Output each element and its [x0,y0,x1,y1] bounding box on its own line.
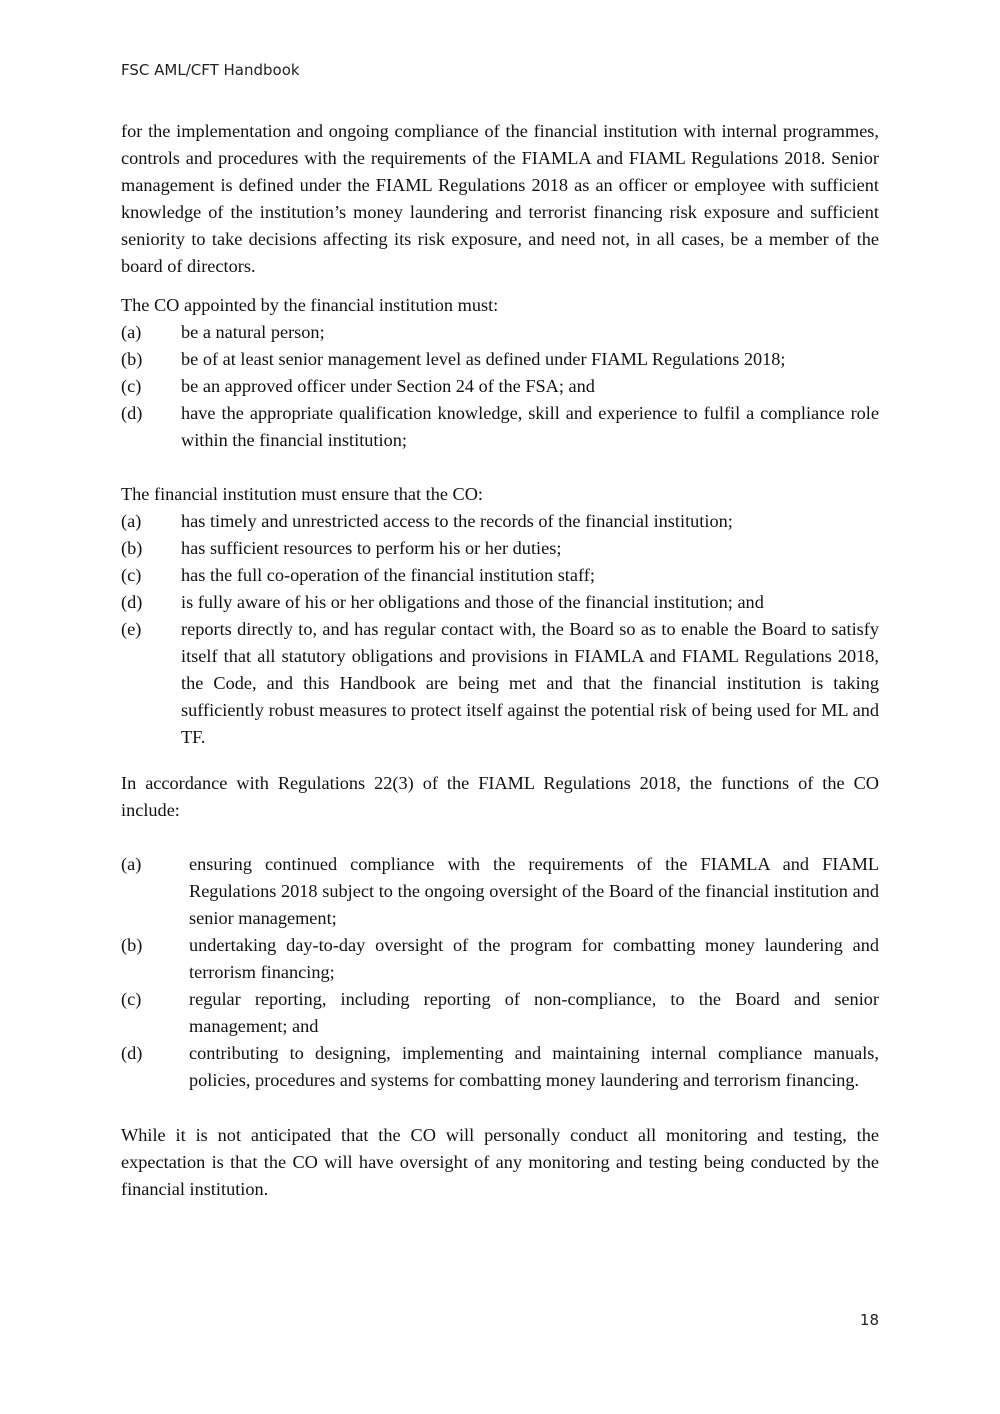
list-marker: (e) [121,619,142,639]
list-item [121,589,879,616]
list-item-text: has the full co-operation of the financial institution staff; [181,565,595,585]
list-item-text: be a natural person; [181,322,325,342]
document-body [121,118,879,1203]
list-item-text: ensuring continued compliance with the requirements of the FIAMLA and FIAML Regulations 2018 subject to the ongoing oversight of the Board of the financial institution and senior management; [189,854,879,928]
list-marker: (c) [121,376,142,396]
list-item [121,851,879,932]
spacer [121,751,879,770]
list-item-text: is fully aware of his or her obligations and those of the financial institution; and [181,592,764,612]
list-intro: The financial institution must ensure that the CO: [121,484,484,504]
list-marker: (a) [121,854,142,874]
list-item-text: undertaking day-to-day oversight of the program for combatting money laundering and terrorism financing; [189,935,879,982]
list-item [121,932,879,986]
list-marker: (b) [121,538,143,558]
list-intro: The CO appointed by the financial institution must: [121,295,499,315]
list-marker: (b) [121,349,143,369]
list-marker: (a) [121,511,142,531]
list-item-text: has sufficient resources to perform his or her duties; [181,538,562,558]
list-item-text: be of at least senior management level as defined under FIAML Regulations 2018; [181,349,786,369]
list-item [121,535,879,562]
paragraph: In accordance with Regulations 22(3) of the FIAML Regulations 2018, the functions of the CO include: [121,773,879,820]
list-item [121,319,879,346]
list-marker: (d) [121,403,143,423]
list-item [121,562,879,589]
list-item [121,400,879,454]
list-item-text: contributing to designing, implementing and maintaining internal compliance manuals, policies, procedures and systems for combatting money laundering and terrorism financing. [189,1043,879,1090]
list-marker: (b) [121,935,143,955]
list-item-text: has timely and unrestricted access to the records of the financial institution; [181,511,733,531]
list-item [121,1040,879,1094]
co-functions-list [121,851,879,1094]
requirements-list [121,319,879,454]
list-marker: (c) [121,989,142,1009]
list-marker: (d) [121,1043,143,1063]
list-marker: (c) [121,565,142,585]
list-item-text: have the appropriate qualification knowledge, skill and experience to fulfil a compliance role within the financial institution; [181,403,879,450]
list-item [121,373,879,400]
spacer [121,454,879,481]
list-item-text: regular reporting, including reporting of non-compliance, to the Board and senior management; and [189,989,879,1036]
list-marker: (a) [121,322,142,342]
spacer [121,824,879,851]
list-item [121,616,879,751]
list-item-text: be an approved officer under Section 24 of the FSA; and [181,376,595,396]
co-assurance-list [121,508,879,751]
paragraph: for the implementation and ongoing compliance of the financial institution with internal programmes, controls and procedures with the requirements of the FIAMLA and FIAML Regulations 2018. Senior management is defined under the FIAML Regulations 2018 as an officer or employee with sufficient knowledge of the institution’s money laundering and terrorist financing risk exposure and sufficient seniority to take decisions affecting its risk exposure, and need not, in all cases, be a member of the board of directors. [121,121,879,276]
list-item [121,986,879,1040]
paragraph: While it is not anticipated that the CO will personally conduct all monitoring and testing, the expectation is that the CO will have oversight of any monitoring and testing being conducted by the financial institution. [121,1125,879,1199]
spacer [121,1094,879,1122]
list-item-text: reports directly to, and has regular contact with, the Board so as to enable the Board to satisfy itself that all statutory obligations and provisions in FIAMLA and FIAML Regulations 2018, the Code, and this Handbook are being met and that the financial institution is taking sufficiently robust measures to protect itself against the potential risk of being used for ML and TF. [181,619,879,747]
page-number: 18 [859,1311,879,1329]
list-item [121,346,879,373]
list-item [121,508,879,535]
list-marker: (d) [121,592,143,612]
running-header: FSC AML/CFT Handbook [121,61,300,79]
